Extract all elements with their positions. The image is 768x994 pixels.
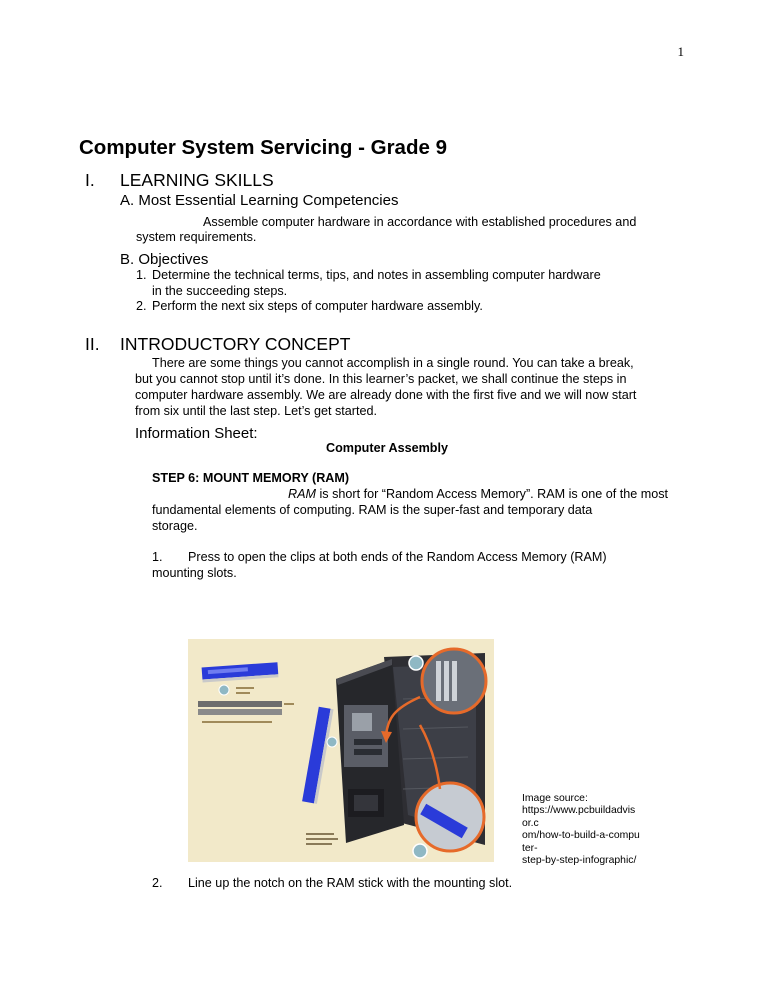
ram-term: RAM	[288, 487, 316, 501]
subsection-b-heading: B. Objectives	[120, 251, 209, 268]
step6-instruction-2: 2. Line up the notch on the RAM stick with the mounting slot.	[152, 876, 513, 890]
section-1-heading: LEARNING SKILLS	[120, 170, 274, 190]
step6-definition-line1: RAM is short for “Random Access Memory”. RAM is one of the most	[288, 487, 669, 501]
competency-text-line2: system requirements.	[136, 230, 257, 244]
section-2-heading: INTRODUCTORY CONCEPT	[120, 334, 351, 354]
section-1-number: I.	[85, 170, 95, 190]
document-title: Computer System Servicing - Grade 9	[79, 136, 447, 159]
image-source-caption: Image source: https://www.pcbuildadvisor.c om/how-to-build-a-computer- step-by-step-infographic/	[522, 793, 640, 867]
intro-line-1: There are some things you cannot accomplish in a single round. You can take a break,	[152, 356, 634, 370]
information-sheet-label: Information Sheet:	[135, 425, 258, 442]
step6-definition-line2: fundamental elements of computing. RAM is the super-fast and temporary data	[152, 503, 593, 517]
intro-line-3: computer hardware assembly. We are already done with the first five and we will now start	[135, 388, 637, 402]
ram-installation-image	[188, 639, 494, 862]
competency-text-line1: Assemble computer hardware in accordance with established procedures and	[203, 215, 637, 229]
step6-definition-line3: storage.	[152, 519, 198, 533]
page-number: 1	[677, 44, 684, 59]
section-2-number: II.	[85, 334, 100, 354]
objectives-list	[136, 268, 696, 315]
step6-instruction-1: 1. Press to open the clips at both ends of the Random Access Memory (RAM)	[152, 550, 607, 564]
step6-heading: STEP 6: MOUNT MEMORY (RAM)	[152, 471, 350, 485]
intro-line-2: but you cannot stop until it’s done. In this learner’s packet, we shall continue the steps in	[135, 372, 627, 386]
ram-installation-illustration	[188, 639, 494, 862]
computer-assembly-title: Computer Assembly	[326, 441, 449, 455]
objective-item: 2. Perform the next six steps of computer hardware assembly.	[136, 299, 483, 313]
step6-instruction-1-cont: mounting slots.	[152, 566, 237, 580]
subsection-a-heading: A. Most Essential Learning Competencies	[120, 192, 399, 209]
objective-item: 1. Determine the technical terms, tips, and notes in assembling computer hardware in the succeeding steps.	[136, 268, 601, 298]
intro-line-4: from six until the last step. Let’s get started.	[135, 404, 377, 418]
